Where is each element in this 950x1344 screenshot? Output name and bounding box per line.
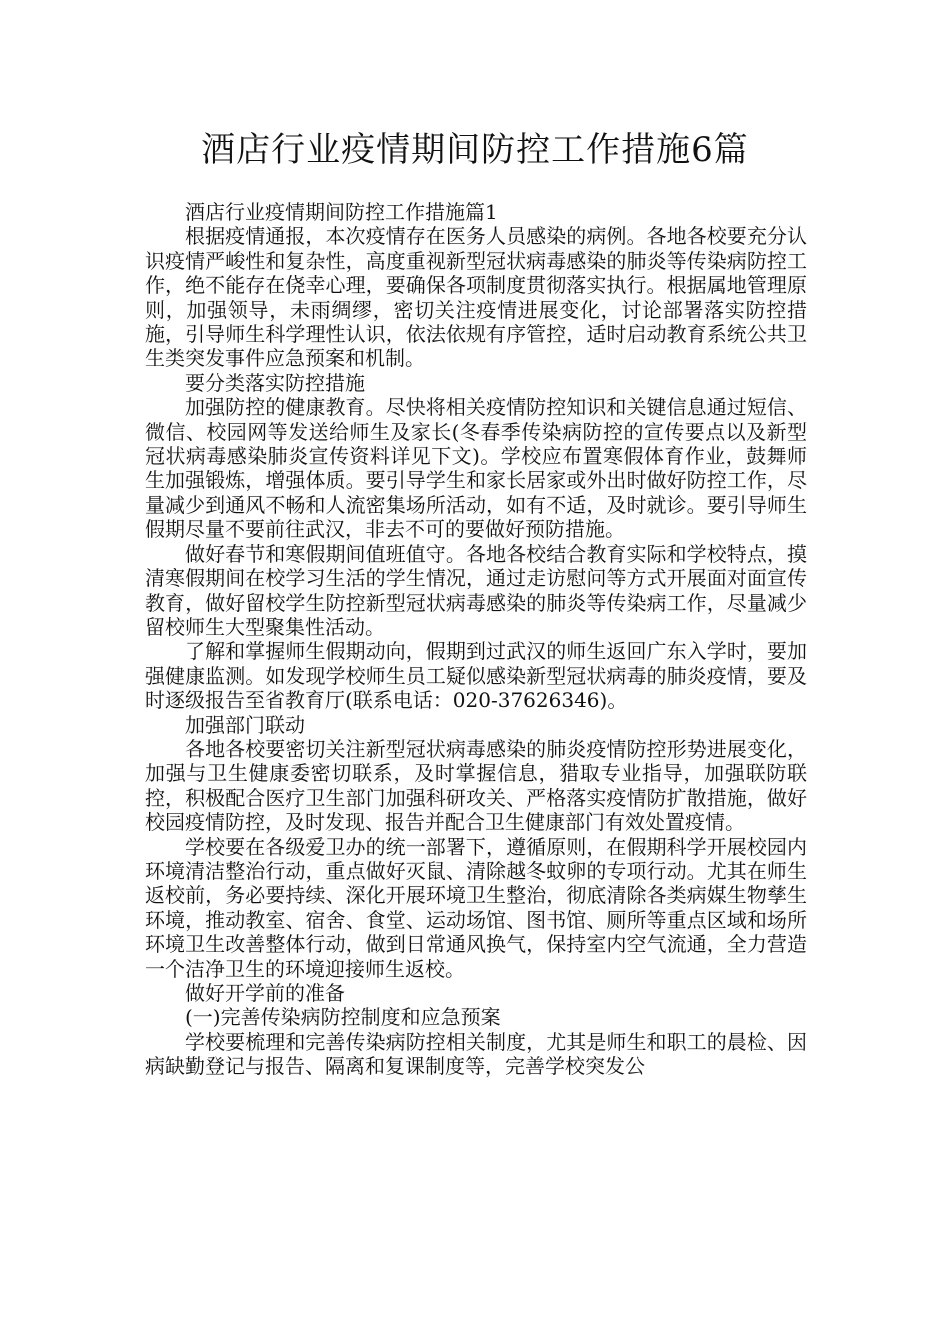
subheading: 做好开学前的准备	[185, 981, 345, 1005]
body-paragraph: 学校要在各级爱卫办的统一部署下，遵循原则，在假期科学开展校园内环境清洁整治行动，重点做好灭鼠、清除越冬蚊卵的专项行动。尤其在师生返校前，务必要持续、深化开展环境卫生整治，彻底清除各类病媒生物孳生环境，推动教室、宿舍、食堂、运动场馆、图书馆、厕所等重点区域和场所环境卫生改善整体行动，做到日常通风换气，保持室内空气流通，全力营造一个洁净卫生的环境迎接师生返校。	[145, 834, 807, 981]
body-paragraph: 做好春节和寒假期间值班值守。各地各校结合教育实际和学校特点，摸清寒假期间在校学习生活的学生情况，通过走访慰问等方式开展面对面宣传教育，做好留校学生防控新型冠状病毒感染的肺炎等传染病工作，尽量减少留校师生大型聚集性活动。	[145, 541, 807, 639]
body-paragraph: 学校要梳理和完善传染病防控相关制度，尤其是师生和职工的晨检、因病缺勤登记与报告、隔离和复课制度等，完善学校突发公	[145, 1029, 807, 1079]
body-paragraph: 了解和掌握师生假期动向，假期到过武汉的师生返回广东入学时，要加强健康监测。如发现学校师生员工疑似感染新型冠状病毒的肺炎疫情，要及时逐级报告至省教育厅(联系电话：020-37626346)。	[145, 639, 807, 713]
section-heading: 酒店行业疫情期间防控工作措施篇1	[185, 200, 498, 224]
body-paragraph: 根据疫情通报，本次疫情存在医务人员感染的病例。各地各校要充分认识疫情严峻性和复杂性，高度重视新型冠状病毒感染的肺炎等传染病防控工作，绝不能存在侥幸心理，要确保各项制度贯彻落实执行。根据属地管理原则，加强领导，未雨绸缪，密切关注疫情进展变化，讨论部署落实防控措施，引导师生科学理性认识，依法依规有序管控，适时启动教育系统公共卫生类突发事件应急预案和机制。	[145, 224, 807, 371]
body-paragraph: 各地各校要密切关注新型冠状病毒感染的肺炎疫情防控形势进展变化，加强与卫生健康委密切联系，及时掌握信息，猎取专业指导，加强联防联控，积极配合医疗卫生部门加强科研攻关、严格落实疫情防扩散措施，做好校园疫情防控，及时发现、报告并配合卫生健康部门有效处置疫情。	[145, 736, 807, 835]
subheading: 加强部门联动	[185, 712, 305, 737]
document-body	[145, 200, 807, 1079]
body-paragraph: 加强防控的健康教育。尽快将相关疫情防控知识和关键信息通过短信、微信、校园网等发送给师生及家长(冬春季传染病防控的宣传要点以及新型冠状病毒感染肺炎宣传资料详见下文)。学校应布置寒假体育作业，鼓舞师生加强锻炼，增强体质。要引导学生和家长居家或外出时做好防控工作，尽量减少到通风不畅和人流密集场所活动，如有不适，及时就诊。要引导师生假期尽量不要前往武汉，非去不可的要做好预防措施。	[145, 395, 807, 542]
subheading: (一)完善传染病防控制度和应急预案	[185, 1005, 501, 1030]
subheading: 要分类落实防控措施	[185, 370, 365, 395]
document-title: 酒店行业疫情期间防控工作措施6篇	[201, 130, 749, 170]
